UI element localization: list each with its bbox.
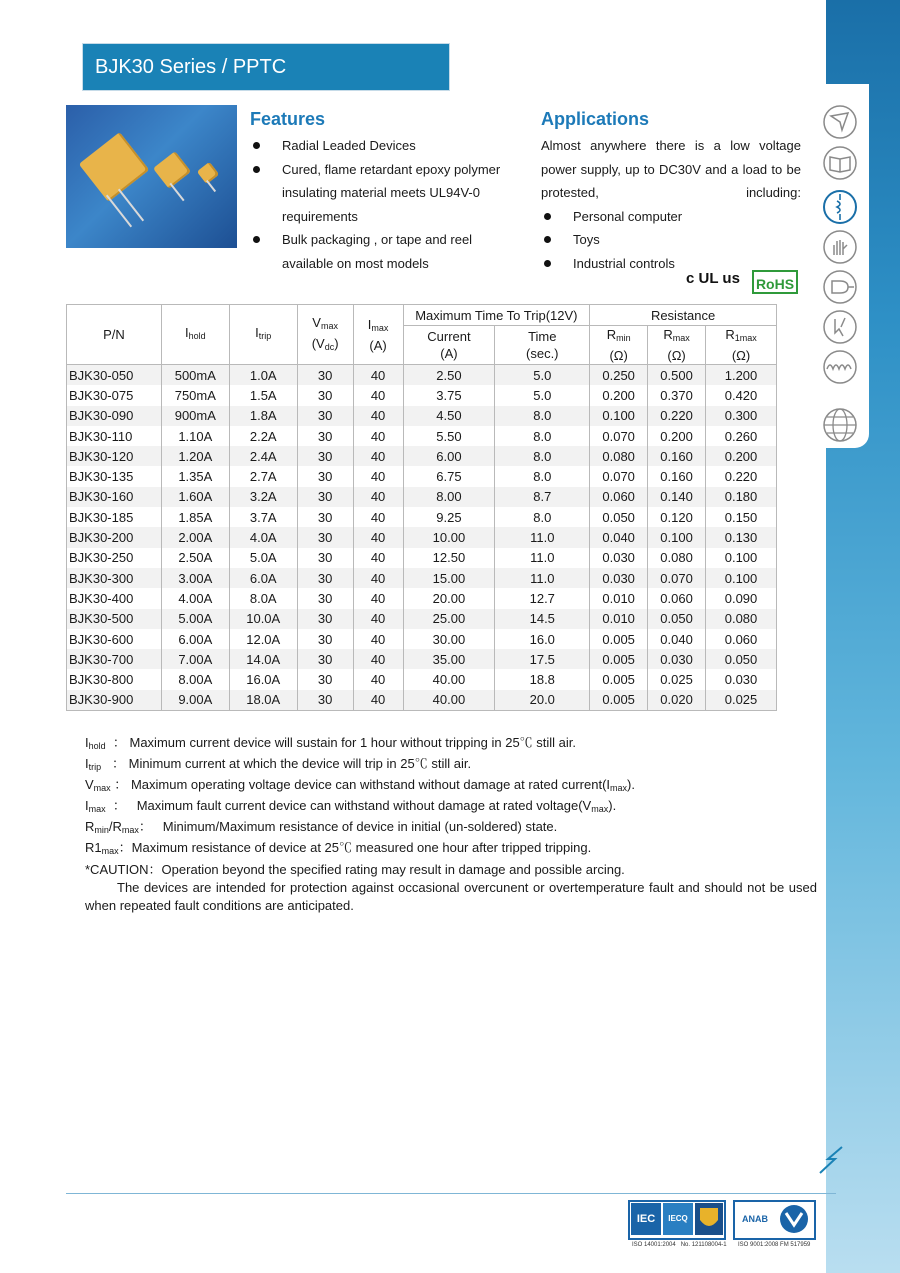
table-cell: 8.0: [495, 446, 590, 466]
table-cell: 40: [353, 365, 403, 386]
table-cell: 5.0: [495, 365, 590, 386]
features-list: [250, 134, 520, 275]
caution-note: [85, 861, 817, 915]
table-cell: 40: [353, 426, 403, 446]
table-cell: 0.260: [706, 426, 777, 446]
definition-imax: $I_{max}$ ： Maximum fault current device can withstand without damage at rated $voltage(V_{max})$.: [85, 798, 617, 814]
table-cell: 3.75: [403, 385, 495, 405]
table-cell: BJK30-500: [67, 609, 162, 629]
table-cell: 40: [353, 588, 403, 608]
fuse-icon[interactable]: [822, 189, 858, 225]
footer-divider: [66, 1193, 836, 1194]
table-cell: BJK30-090: [67, 406, 162, 426]
feature-item: Cured, flame retardant epoxy polymer insulating material meets UL94V-0 requirements: [250, 158, 520, 229]
table-cell: 2.50: [403, 365, 495, 386]
table-cell: 25.00: [403, 609, 495, 629]
table-row: [67, 527, 777, 547]
table-cell: 30: [297, 487, 353, 507]
table-cell: 0.090: [706, 588, 777, 608]
table-cell: 40: [353, 507, 403, 527]
col-header-rmax: $R_{max}$ (Ω): [648, 326, 706, 365]
table-cell: 0.420: [706, 385, 777, 405]
table-row: [67, 629, 777, 649]
table-cell: 35.00: [403, 649, 495, 669]
logo-caption: ISO 14001:2004 No. 121108004-1: [632, 1242, 727, 1248]
feature-item: Radial Leaded Devices: [250, 134, 520, 158]
table-cell: 30: [297, 629, 353, 649]
table-cell: 8.0: [495, 507, 590, 527]
book-icon[interactable]: [822, 145, 858, 181]
table-cell: 1.8A: [229, 406, 297, 426]
table-cell: 15.00: [403, 568, 495, 588]
table-cell: 18.8: [495, 669, 590, 689]
iecq-tile: IECQ: [663, 1203, 693, 1235]
product-photo: [66, 105, 237, 248]
table-cell: 0.070: [590, 426, 648, 446]
table-cell: 11.0: [495, 568, 590, 588]
anab-tile: ANAB: [742, 1214, 768, 1224]
table-cell: BJK30-400: [67, 588, 162, 608]
table-cell: 750mA: [161, 385, 229, 405]
table-cell: 30: [297, 548, 353, 568]
table-cell: 3.2A: [229, 487, 297, 507]
col-header-time: Time (sec.): [495, 326, 590, 365]
table-cell: 7.00A: [161, 649, 229, 669]
table-cell: 0.100: [706, 568, 777, 588]
table-cell: 0.100: [590, 406, 648, 426]
table-cell: 8.7: [495, 487, 590, 507]
table-cell: 0.040: [590, 527, 648, 547]
table-cell: 0.500: [648, 365, 706, 386]
table-row: [67, 446, 777, 466]
col-header-imax: $I_{max}$ (A): [353, 305, 403, 365]
table-row: [67, 507, 777, 527]
table-cell: 30: [297, 669, 353, 689]
definition-ihold: $I_{hold}$ ： Maximum current device will sustain for 1 hour without tripping in 25℃ still air.: [85, 735, 577, 751]
table-cell: 1.20A: [161, 446, 229, 466]
bsi-tile: [777, 1203, 811, 1235]
table-cell: 0.060: [706, 629, 777, 649]
col-header-pn: P/N: [67, 305, 162, 365]
table-cell: 0.030: [706, 669, 777, 689]
table-cell: 0.025: [706, 690, 777, 711]
table-cell: 14.5: [495, 609, 590, 629]
table-cell: 9.25: [403, 507, 495, 527]
table-cell: 40: [353, 649, 403, 669]
application-item: Industrial controls: [541, 252, 801, 276]
table-cell: 0.080: [648, 548, 706, 568]
table-cell: 40: [353, 466, 403, 486]
table-cell: 30: [297, 609, 353, 629]
col-header-vmax: $V_{max}$ $(V_{dc})$: [297, 305, 353, 365]
table-cell: BJK30-700: [67, 649, 162, 669]
table-cell: 0.005: [590, 649, 648, 669]
table-cell: 0.370: [648, 385, 706, 405]
table-cell: 40: [353, 446, 403, 466]
table-cell: 30: [297, 426, 353, 446]
table-cell: 30: [297, 568, 353, 588]
table-cell: 10.0A: [229, 609, 297, 629]
table-cell: BJK30-200: [67, 527, 162, 547]
table-cell: 1.200: [706, 365, 777, 386]
table-cell: 2.00A: [161, 527, 229, 547]
table-cell: 0.160: [648, 466, 706, 486]
col-header-current: Current (A): [403, 326, 495, 365]
table-cell: 30: [297, 365, 353, 386]
table-cell: 0.140: [648, 487, 706, 507]
table-cell: BJK30-800: [67, 669, 162, 689]
table-cell: 0.050: [590, 507, 648, 527]
table-cell: 0.200: [648, 426, 706, 446]
table-cell: 6.75: [403, 466, 495, 486]
table-cell: 40: [353, 629, 403, 649]
table-cell: BJK30-075: [67, 385, 162, 405]
definition-itrip: $I_{trip}$ ： Minimum current at which the device will trip in 25℃ still air.: [85, 756, 472, 772]
ukas-tile: [695, 1203, 723, 1235]
table-row: [67, 385, 777, 405]
table-cell: 0.005: [590, 690, 648, 711]
table-cell: BJK30-185: [67, 507, 162, 527]
table-cell: 30: [297, 385, 353, 405]
col-header-itrip: $I_{trip}$: [229, 305, 297, 365]
table-cell: 12.50: [403, 548, 495, 568]
table-cell: 16.0: [495, 629, 590, 649]
table-cell: 8.00A: [161, 669, 229, 689]
arrow-badge-icon[interactable]: [822, 104, 858, 140]
table-cell: 0.100: [706, 548, 777, 568]
table-cell: 40.00: [403, 690, 495, 711]
symbol-definitions: [85, 734, 635, 860]
table-cell: 0.030: [590, 548, 648, 568]
table-cell: 0.050: [648, 609, 706, 629]
table-cell: 17.5: [495, 649, 590, 669]
table-cell: BJK30-120: [67, 446, 162, 466]
table-cell: 20.00: [403, 588, 495, 608]
table-cell: 40: [353, 690, 403, 711]
table-cell: 40: [353, 548, 403, 568]
table-cell: 500mA: [161, 365, 229, 386]
table-row: [67, 568, 777, 588]
definition-r1max: $R1_{max}$：Maximum resistance of device at 25℃ measured one hour after tripped tripping.: [85, 840, 592, 856]
table-cell: 0.005: [590, 629, 648, 649]
table-row: [67, 649, 777, 669]
table-row: [67, 466, 777, 486]
plug-icon[interactable]: [822, 269, 858, 305]
col-group-resistance: Resistance: [590, 305, 777, 326]
table-cell: BJK30-135: [67, 466, 162, 486]
table-cell: 40.00: [403, 669, 495, 689]
table-cell: 8.0: [495, 406, 590, 426]
table-cell: 8.00: [403, 487, 495, 507]
table-row: [67, 609, 777, 629]
table-cell: 6.0A: [229, 568, 297, 588]
table-row: [67, 669, 777, 689]
table-cell: 5.0: [495, 385, 590, 405]
table-cell: 30: [297, 466, 353, 486]
table-cell: 40: [353, 568, 403, 588]
table-cell: 3.00A: [161, 568, 229, 588]
table-cell: 1.35A: [161, 466, 229, 486]
hand-icon[interactable]: [822, 229, 858, 265]
cursor-icon[interactable]: [822, 309, 858, 345]
table-cell: BJK30-050: [67, 365, 162, 386]
coil-icon[interactable]: [822, 349, 858, 385]
table-cell: 0.220: [648, 406, 706, 426]
table-cell: 1.85A: [161, 507, 229, 527]
table-cell: 0.080: [590, 446, 648, 466]
table-cell: 6.00A: [161, 629, 229, 649]
table-cell: 40: [353, 609, 403, 629]
table-cell: BJK30-600: [67, 629, 162, 649]
definition-vmax: $V_{max}$ ： Maximum operating voltage device can withstand without damage at rated $current(I_{max})$.: [85, 777, 635, 793]
table-cell: 16.0A: [229, 669, 297, 689]
table-cell: 0.030: [590, 568, 648, 588]
table-cell: BJK30-300: [67, 568, 162, 588]
table-cell: 0.070: [648, 568, 706, 588]
table-cell: 30: [297, 507, 353, 527]
table-row: [67, 690, 777, 711]
table-cell: 11.0: [495, 548, 590, 568]
table-cell: 0.130: [706, 527, 777, 547]
table-cell: 0.200: [590, 385, 648, 405]
features-heading: Features: [250, 109, 326, 129]
table-cell: 2.2A: [229, 426, 297, 446]
table-cell: 9.00A: [161, 690, 229, 711]
table-cell: 5.50: [403, 426, 495, 446]
table-cell: 1.5A: [229, 385, 297, 405]
table-cell: 0.010: [590, 609, 648, 629]
table-row: [67, 588, 777, 608]
table-cell: 20.0: [495, 690, 590, 711]
table-cell: 40: [353, 406, 403, 426]
table-cell: 2.7A: [229, 466, 297, 486]
table-cell: 40: [353, 385, 403, 405]
table-cell: 1.0A: [229, 365, 297, 386]
table-cell: 0.180: [706, 487, 777, 507]
applications-list: [541, 134, 801, 275]
col-group-trip: Maximum Time To Trip(12V): [403, 305, 590, 326]
table-cell: 5.0A: [229, 548, 297, 568]
table-cell: 2.4A: [229, 446, 297, 466]
table-cell: 18.0A: [229, 690, 297, 711]
table-cell: 5.00A: [161, 609, 229, 629]
table-cell: 0.220: [706, 466, 777, 486]
table-cell: 10.00: [403, 527, 495, 547]
table-cell: 30.00: [403, 629, 495, 649]
table-cell: 0.160: [648, 446, 706, 466]
table-cell: 4.00A: [161, 588, 229, 608]
table-cell: 0.050: [706, 649, 777, 669]
table-cell: 0.020: [648, 690, 706, 711]
table-cell: 1.10A: [161, 426, 229, 446]
lightning-icon: [816, 1145, 846, 1175]
table-cell: 8.0: [495, 466, 590, 486]
table-cell: 900mA: [161, 406, 229, 426]
application-item: Personal computer: [541, 205, 801, 229]
table-cell: 0.060: [648, 588, 706, 608]
application-item: Toys: [541, 228, 801, 252]
col-header-ihold: $I_{hold}$: [161, 305, 229, 365]
table-cell: 0.120: [648, 507, 706, 527]
table-cell: 0.070: [590, 466, 648, 486]
table-cell: 0.030: [648, 649, 706, 669]
rohs-badge: RoHS: [752, 270, 798, 294]
table-cell: BJK30-110: [67, 426, 162, 446]
table-cell: 11.0: [495, 527, 590, 547]
table-cell: 3.7A: [229, 507, 297, 527]
table-cell: 30: [297, 446, 353, 466]
table-cell: 30: [297, 649, 353, 669]
col-header-rmin: $R_{min}$ (Ω): [590, 326, 648, 365]
globe-icon[interactable]: [822, 407, 858, 443]
table-row: [67, 365, 777, 386]
applications-intro: Almost anywhere there is a low voltage power supply, up to DC30V and a load to be protested, including:: [541, 138, 801, 200]
table-cell: 14.0A: [229, 649, 297, 669]
table-cell: 0.040: [648, 629, 706, 649]
table-cell: 0.025: [648, 669, 706, 689]
col-header-r1max: $R_{1max}$ (Ω): [706, 326, 777, 365]
table-row: [67, 426, 777, 446]
applications-heading: Applications: [541, 109, 650, 129]
table-cell: 30: [297, 690, 353, 711]
table-cell: 0.250: [590, 365, 648, 386]
table-cell: 0.060: [590, 487, 648, 507]
table-row: [67, 487, 777, 507]
table-cell: 12.0A: [229, 629, 297, 649]
table-cell: 4.50: [403, 406, 495, 426]
caution-paragraph: The devices are intended for protection against occasional overcunent or overtemperature fault and should not be used when repeated fault conditions are anticipated.: [85, 880, 817, 913]
logo-caption: ISO 9001:2008 FM 517959: [738, 1242, 811, 1248]
ul-certification-mark: c UL us: [686, 270, 740, 287]
definition-rminmax: $R_{min}/R_{max}$： Minimum/Maximum resistance of device in initial (un-soldered) state.: [85, 819, 558, 835]
table-cell: 30: [297, 527, 353, 547]
table-cell: 0.010: [590, 588, 648, 608]
table-cell: 2.50A: [161, 548, 229, 568]
table-cell: 0.080: [706, 609, 777, 629]
table-cell: 0.100: [648, 527, 706, 547]
table-cell: 40: [353, 669, 403, 689]
table-cell: 6.00: [403, 446, 495, 466]
table-cell: 8.0: [495, 426, 590, 446]
table-cell: 1.60A: [161, 487, 229, 507]
table-cell: 30: [297, 406, 353, 426]
table-row: [67, 406, 777, 426]
table-cell: BJK30-160: [67, 487, 162, 507]
table-cell: 0.005: [590, 669, 648, 689]
table-cell: 12.7: [495, 588, 590, 608]
table-cell: 0.200: [706, 446, 777, 466]
table-cell: 40: [353, 487, 403, 507]
table-row: [67, 548, 777, 568]
feature-item: Bulk packaging , or tape and reel available on most models: [250, 228, 520, 275]
table-cell: BJK30-900: [67, 690, 162, 711]
table-cell: 4.0A: [229, 527, 297, 547]
spec-table: [66, 304, 777, 711]
table-cell: 0.300: [706, 406, 777, 426]
iec-tile: IEC: [631, 1203, 661, 1235]
table-cell: 8.0A: [229, 588, 297, 608]
table-cell: BJK30-250: [67, 548, 162, 568]
table-cell: 40: [353, 527, 403, 547]
table-cell: 30: [297, 588, 353, 608]
table-cell: 0.150: [706, 507, 777, 527]
page-title: BJK30 Series / PPTC: [83, 44, 449, 90]
caution-line: *CAUTION：Operation beyond the specified rating may result in damage and possible arcing.: [85, 862, 625, 877]
